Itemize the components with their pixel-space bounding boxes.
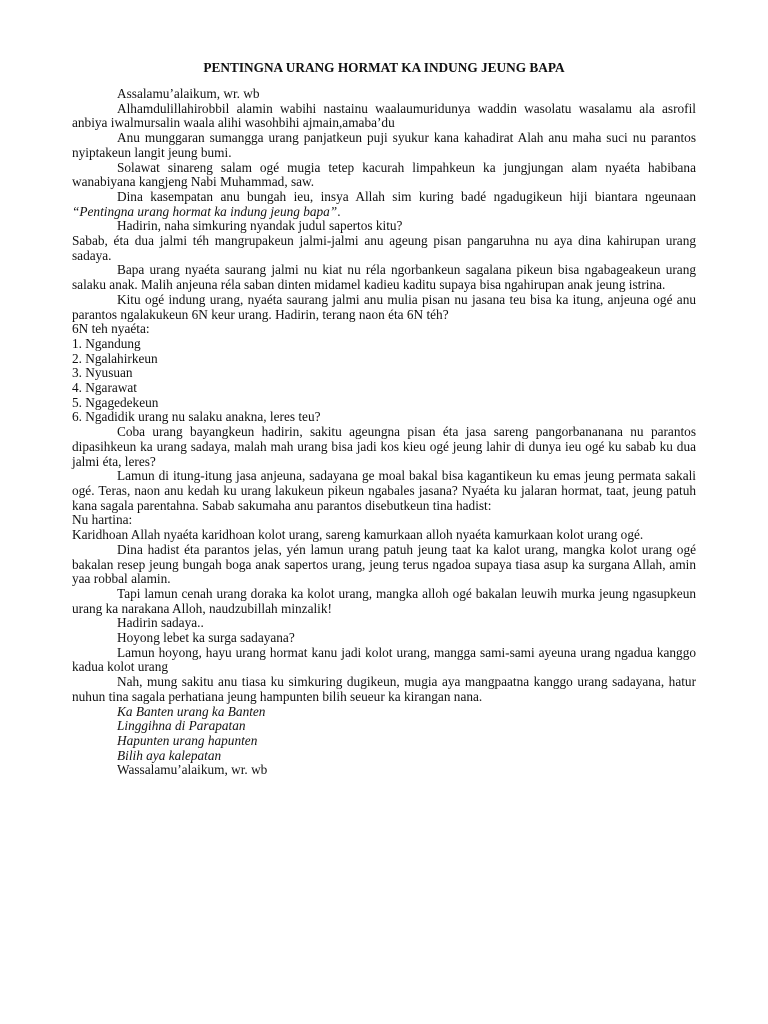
paragraph-alhamdulillah: Alhamdulillahirobbil alamin wabihi nastainu waalaumuridunya waddin wasolatu wasalamu ala asrofil anbiya iwalmursalin waala alihi wasohbihi ajmain,amaba’du — [72, 100, 696, 131]
paragraph-dina-hadist: Dina hadist éta parantos jelas, yén lamun urang patuh jeung taat ka kalot urang, mangka kolot urang ogé bakalan resep jeung bungah boga anak sapertos urang, jeung terus ngadoa supaya tiasa asup ka surgana Allah, amin yaa robbal alamin. — [72, 541, 696, 587]
poem-line: Hapunten urang hapunten — [117, 732, 258, 748]
paragraph-tapi: Tapi lamun cenah urang doraka ka kolot urang, mangka alloh ogé bakalan leuwih murka jeung ngasupkeun urang ka narakana Alloh, naudzubillah minzalik! — [72, 585, 696, 616]
list-intro: 6N teh nyaéta: — [72, 321, 150, 337]
list-item: 3. Nyusuan — [72, 365, 133, 381]
paragraph-coba: Coba urang bayangkeun hadirin, sakitu ageungna pisan éta jasa sareng pangorbananana nu parantos dipasihkeun ka urang sadaya, malah mah urang bisa jadi kos kieu ogé jeung lahir di dunya ieu ogé ku sabab ku dua jalmi éta, leres? — [72, 424, 696, 469]
list-item: 2. Ngalahirkeun — [72, 350, 158, 366]
document-title: PENTINGNA URANG HORMAT KA INDUNG JEUNG BAPA — [203, 60, 565, 75]
paragraph-hadirin-sadaya: Hadirin sadaya.. — [117, 615, 204, 631]
paragraph-sabab: Sabab, éta dua jalmi téh mangrupakeun jalmi-jalmi anu ageung pisan pangaruhna nu aya dina kahirupan urang sadaya. — [72, 233, 696, 263]
paragraph-lamun-hoyong: Lamun hoyong, hayu urang hormat kanu jadi kolot urang, mangga sami-sami ayeuna urang ngadua kanggo kadua kolot urang — [72, 644, 696, 675]
list-item: 5. Ngagedekeun — [72, 394, 159, 410]
list-item: 1. Ngandung — [72, 335, 141, 351]
list-item: 6. Ngadidik urang nu salaku anakna, leres teu? — [72, 409, 321, 425]
paragraph-lamun: Lamun di itung-itung jasa anjeuna, sadayana ge moal bakal bisa kagantikeun ku emas jeung permata sakali ogé. Teras, naon anu kedah ku urang lakukeun pikeun ngabales jasana? Nyaéta ku jalaran hormat, taat, jeung patuh kana sagala parentahna. Sabab sakumaha anu parantos disebutkeun tina hadist: — [72, 468, 696, 513]
poem-line: Linggihna di Parapatan — [117, 718, 246, 734]
kasempatan-end: . — [337, 203, 341, 219]
paragraph-karidhoan: Karidhoan Allah nyaéta karidhoan kolot urang, sareng kamurkaan alloh nyaéta kamurkaan kolot urang ogé. — [72, 527, 644, 543]
list-item: 4. Ngarawat — [72, 380, 137, 396]
paragraph-indung: Kitu ogé indung urang, nyaéta saurang jalmi anu mulia pisan nu jasana teu bisa ka itung, anjeuna ogé anu parantos ngalakukeun 6N keur urang. Hadirin, terang naon éta 6N téh? — [72, 291, 696, 322]
closing: Wassalamu’alaikum, wr. wb — [117, 762, 268, 778]
nu-hartina: Nu hartina: — [72, 512, 133, 528]
paragraph-kasempatan — [72, 190, 696, 219]
paragraph-bapa: Bapa urang nyaéta saurang jalmi nu kiat nu réla ngorbankeun sagalana pikeun bisa ngabageakeun urang salaku anak. Malih anjeuna réla saban dinten midamel kadieu kaditu supaya bisa ngahirupan anak jeung istrina. — [72, 262, 696, 293]
greeting: Assalamu’alaikum, wr. wb — [117, 86, 260, 101]
paragraph-solawat: Solawat sinareng salam ogé mugia tetep kacurah limpahkeun ka jungjungan alam nyaéta habibana wanabiyana kangjeng Nabi Muhammad, saw. — [72, 159, 696, 190]
paragraph-hadirin-naha: Hadirin, naha simkuring nyandak judul sapertos kitu? — [117, 218, 403, 234]
paragraph-puji: Anu munggaran sumangga urang panjatkeun puji syukur kana kahadirat Alah anu maha suci nu parantos nyiptakeun langit jeung bumi. — [72, 130, 696, 160]
poem-line: Bilih aya kalepatan — [117, 747, 222, 763]
poem-line: Ka Banten urang ka Banten — [117, 703, 266, 719]
kasempatan-text: Dina kasempatan anu bungah ieu, insya Allah sim kuring badé ngadugikeun hiji biantara ngeunaan — [117, 188, 696, 204]
speech-title: “Pentingna urang hormat ka indung jeung bapa” — [72, 203, 338, 219]
paragraph-nah: Nah, mung sakitu anu tiasa ku simkuring dugikeun, mugia aya mangpaatna kanggo urang sadayana, hatur nuhun tina sagala perhatiana jeung hampunten bilih seueur ka kirangan nana. — [72, 674, 696, 704]
paragraph-hoyong: Hoyong lebet ka surga sadayana? — [117, 630, 295, 646]
